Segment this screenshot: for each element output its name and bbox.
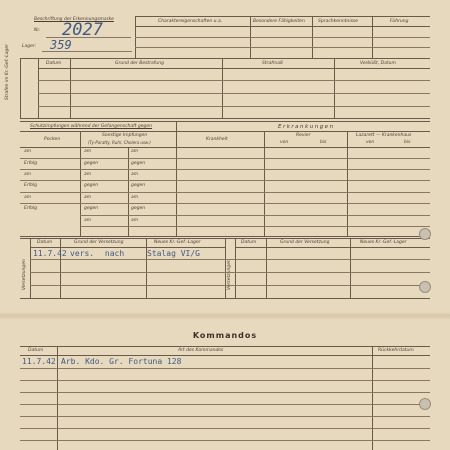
vers-side-label-right: Versetzungen [227,259,232,290]
vers-divider [146,238,147,298]
vers-col-datum: Datum [37,240,53,245]
impf-cell: Erfolg [24,206,38,211]
vers-side-label-left: Versetzungen [22,259,27,290]
header-top-line [135,16,430,17]
strafen-left-border [20,58,21,118]
vers-col-grund: Grund der Versetzung [74,240,124,245]
strafen-row-line [38,80,430,81]
kdo-entry-datum: 11.7.42 [22,357,56,366]
erk-title: Erkrankungen [278,124,335,130]
impf-row-line [20,169,430,170]
kdo-entry-art: Arb. Kdo. Gr. Fortuna 128 [61,357,182,366]
strafen-col-strafmass: Strafmaß [262,61,283,66]
erk-lazarett: Lazarett — Krankenhaus [356,133,412,138]
col-faehigkeiten: Besondere Fähigkeiten [253,19,305,24]
impf-cell: gegen [131,161,146,166]
vers-row-line [30,285,430,286]
impf-cell: am [131,172,139,177]
medical-subhead-line [20,147,430,148]
card-fold [0,312,450,320]
vers-col-datum-2: Datum [241,240,257,245]
strafen-row-line [38,106,430,107]
kdo-col-datum: Datum [28,348,44,353]
impf-cell: gegen [84,161,99,166]
strafen-bottom-line [20,118,430,119]
impf-row-line [20,192,430,193]
impf-cell: am [84,195,92,200]
col-charakter: Charaktereigenschaften u.a. [158,19,223,24]
medical-top-line [20,121,430,122]
strafen-col-datum: Datum [46,61,62,66]
strafen-divider-3 [334,58,335,118]
col-fuehrung: Führung [390,19,409,24]
vers-row-line [30,272,430,273]
impf-cell: am [131,149,139,154]
kdo-col-art: Art des Kommandos [178,348,224,353]
kdo-divider-2 [372,346,373,450]
impf-cell: gegen [131,206,146,211]
impf-sonstige: Sonstige Impfungen [102,133,148,138]
kdo-row-line [20,416,430,417]
strafen-col-verbuesst: Verbüßt, Datum [360,61,396,66]
kdo-top-line [20,346,430,347]
col-sprachkenntnisse: Sprachkenntnisse [318,19,359,24]
header-row-line-1 [135,37,430,38]
impf-sonstige-sub: (Ty-Paratty, Ruhr, Cholera usw.) [88,140,151,145]
vers-divider [266,238,267,298]
vers-col-grund-2: Grund der Versetzung [280,240,330,245]
impf-cell: am [24,195,32,200]
vers-divider [350,238,351,298]
kdo-row-line [20,428,430,429]
vers-bottom-line [20,298,430,299]
impf-cell: am [84,149,92,154]
medical-head-line [20,131,430,132]
impf-pocken: Pocken [44,137,61,142]
lager-underline [42,51,132,52]
erk-divider-2 [347,131,348,236]
kdo-head-line [20,355,430,356]
impf-cell: gegen [84,183,99,188]
strafen-row-line [38,93,430,94]
kdo-row-line [20,440,430,441]
impf-cell: Erfolg [24,161,38,166]
vers-center-divider [225,238,226,298]
impf-title: Schutzimpfungen während der Gefangenschaft gegen [30,124,153,129]
kdo-row-line [20,368,430,369]
strafen-head-line [38,68,430,69]
vers-entry-grund: vers. nach [70,249,125,258]
erk-revier-von: von [280,140,289,145]
erk-divider-1 [264,131,265,236]
strafen-side-label: Strafen im Kr.-Gef.-Lager [5,44,10,100]
punch-hole [419,281,431,293]
impf-row-line [20,203,430,204]
impf-cell: Erfolg [24,183,38,188]
strafen-divider-1 [70,58,71,118]
vers-entry-lager: Stalag VI/G [147,249,200,258]
vers-col-lager: Neues Kr.-Gef.-Lager [154,240,201,245]
header-row-line-2 [135,47,430,48]
impf-cell: am [24,172,32,177]
impf-cell: am [84,218,92,223]
vers-col-lager-2: Neues Kr.-Gef.-Lager [360,240,407,245]
impf-cell: am [131,218,139,223]
impf-row-line [20,158,430,159]
erk-krankheit: Krankheit [206,137,228,142]
kdo-row-line [20,404,430,405]
impf-row-line [80,215,430,216]
vers-entry-datum: 11.7.42 [33,249,67,258]
erk-revier-bis: bis [320,140,327,145]
punch-hole [419,398,431,410]
strafen-divider-2 [222,58,223,118]
erk-lazarett-von: von [366,140,375,145]
vers-row-line [30,259,430,260]
impf-cell: am [131,195,139,200]
beschriftung-label: Beschriftung der Erkennungsmarke [34,17,114,22]
header-col-line [135,26,430,27]
punch-hole [419,228,431,240]
nr-value: 2027 [62,20,103,40]
impf-cell: gegen [84,206,99,211]
erk-lazarett-bis: bis [404,140,411,145]
vers-side-divider-left [30,238,31,298]
impf-cell: am [84,172,92,177]
kdo-row-line [20,392,430,393]
lager-label: Lager: [22,44,37,49]
medical-bottom-line [20,236,430,237]
kdo-divider-1 [57,346,58,450]
impf-cell: gegen [131,183,146,188]
strafen-col-grund: Grund der Bestrafung [115,61,164,66]
impf-erk-divider [176,121,177,236]
erk-revier: Revier [296,133,311,138]
impf-cell: am [24,149,32,154]
kdo-row-line [20,380,430,381]
vers-divider [60,238,61,298]
lager-value: 359 [50,38,72,52]
strafen-top-line [20,58,430,59]
strafen-side-divider [38,58,39,118]
vers-head-line-right [235,247,430,248]
impf-row-line [80,226,430,227]
kdo-col-rueckkehr: Rückkehrdatum [378,348,414,353]
nr-label: Nr. [34,28,41,33]
impf-divider-1 [80,131,81,236]
impf-row-line [20,180,430,181]
kommandos-title: Kommandos [192,331,258,340]
vers-side-divider-right [235,238,236,298]
